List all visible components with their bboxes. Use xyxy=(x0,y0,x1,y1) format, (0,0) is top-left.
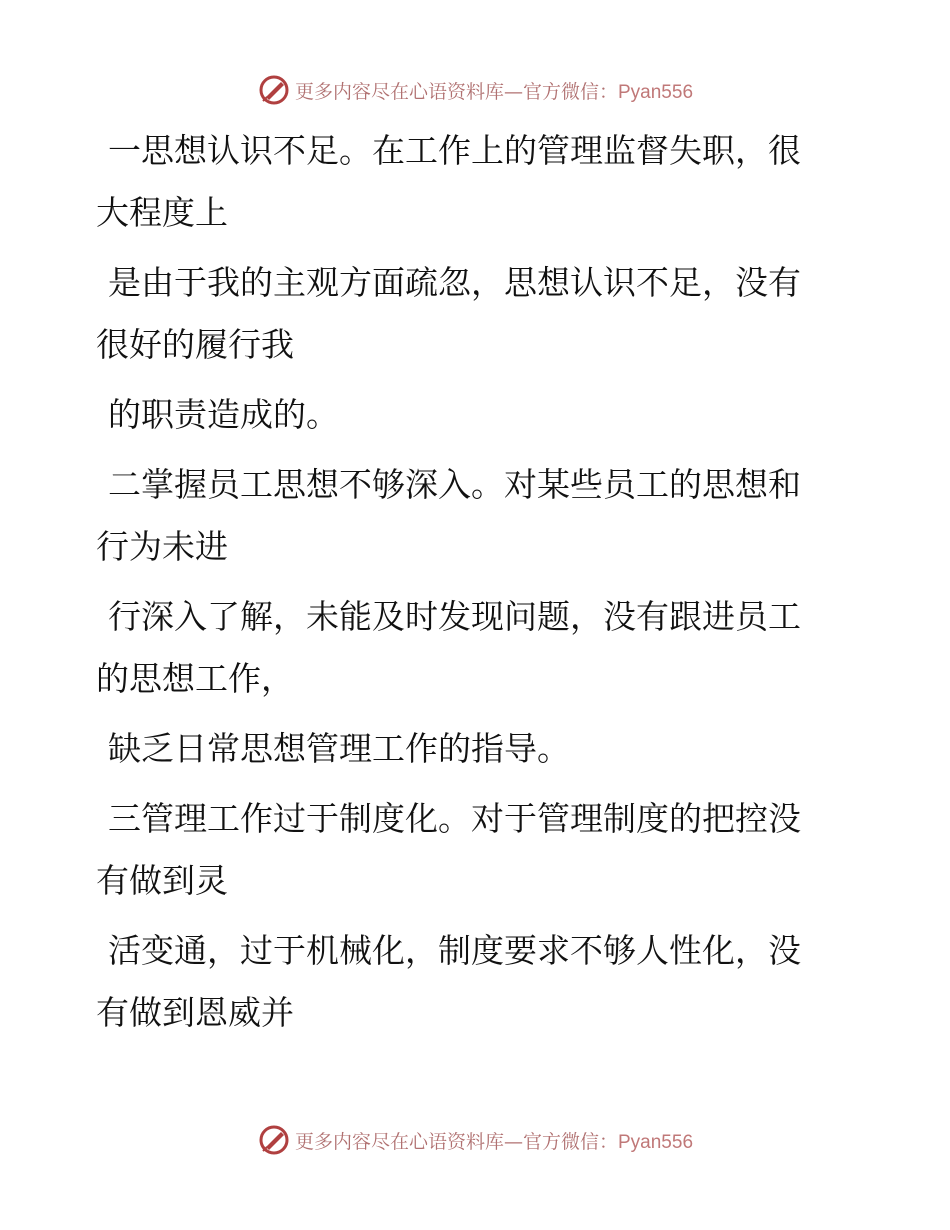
paragraph-line: 二掌握员工思想不够深入。对某些员工的思想和 xyxy=(108,465,801,504)
paragraph-line: 缺乏日常思想管理工作的指导。 xyxy=(108,729,570,768)
paragraph-line: 一思想认识不足。在工作上的管理监督失职，很 xyxy=(108,131,801,170)
paragraph xyxy=(96,586,836,710)
quill-pen-logo-icon xyxy=(257,73,291,107)
banner-wechat-id: Pyan556 xyxy=(618,1131,694,1153)
paragraph-line: 的思想工作， xyxy=(96,659,294,698)
paragraph-line: 三管理工作过于制度化。对于管理制度的把控没 xyxy=(108,799,801,838)
paragraph xyxy=(96,120,836,244)
paragraph-line: 行深入了解，未能及时发现问题，没有跟进员工 xyxy=(108,597,801,636)
paragraph xyxy=(96,718,836,780)
paragraph xyxy=(96,788,836,912)
banner-text xyxy=(295,1127,693,1154)
paragraph xyxy=(96,384,836,446)
header-banner xyxy=(0,70,950,110)
banner-text xyxy=(295,77,693,104)
paragraph-line: 大程度上 xyxy=(96,193,228,232)
banner-wechat-id: Pyan556 xyxy=(618,81,694,103)
quill-pen-logo-icon xyxy=(257,1123,291,1157)
paragraph-line: 很好的履行我 xyxy=(96,325,294,364)
banner-separator: — xyxy=(503,80,523,103)
document-body xyxy=(96,120,836,1052)
banner-site-name: 更多内容尽在心语资料库 xyxy=(294,1130,504,1153)
paragraph xyxy=(96,920,836,1044)
paragraph-line: 的职责造成的。 xyxy=(108,395,339,434)
banner-separator: — xyxy=(503,1130,523,1153)
banner-site-name: 更多内容尽在心语资料库 xyxy=(294,80,504,103)
paragraph-line: 活变通，过于机械化，制度要求不够人性化，没 xyxy=(108,931,801,970)
paragraph-line: 有做到灵 xyxy=(96,861,228,900)
paragraph-line: 有做到恩威并 xyxy=(96,993,294,1032)
paragraph-line: 是由于我的主观方面疏忽，思想认识不足，没有 xyxy=(108,263,801,302)
paragraph-line: 行为未进 xyxy=(96,527,228,566)
paragraph xyxy=(96,252,836,376)
banner-wechat-label: 官方微信： xyxy=(522,80,618,103)
paragraph xyxy=(96,454,836,578)
footer-banner xyxy=(0,1120,950,1160)
banner-wechat-label: 官方微信： xyxy=(522,1130,618,1153)
